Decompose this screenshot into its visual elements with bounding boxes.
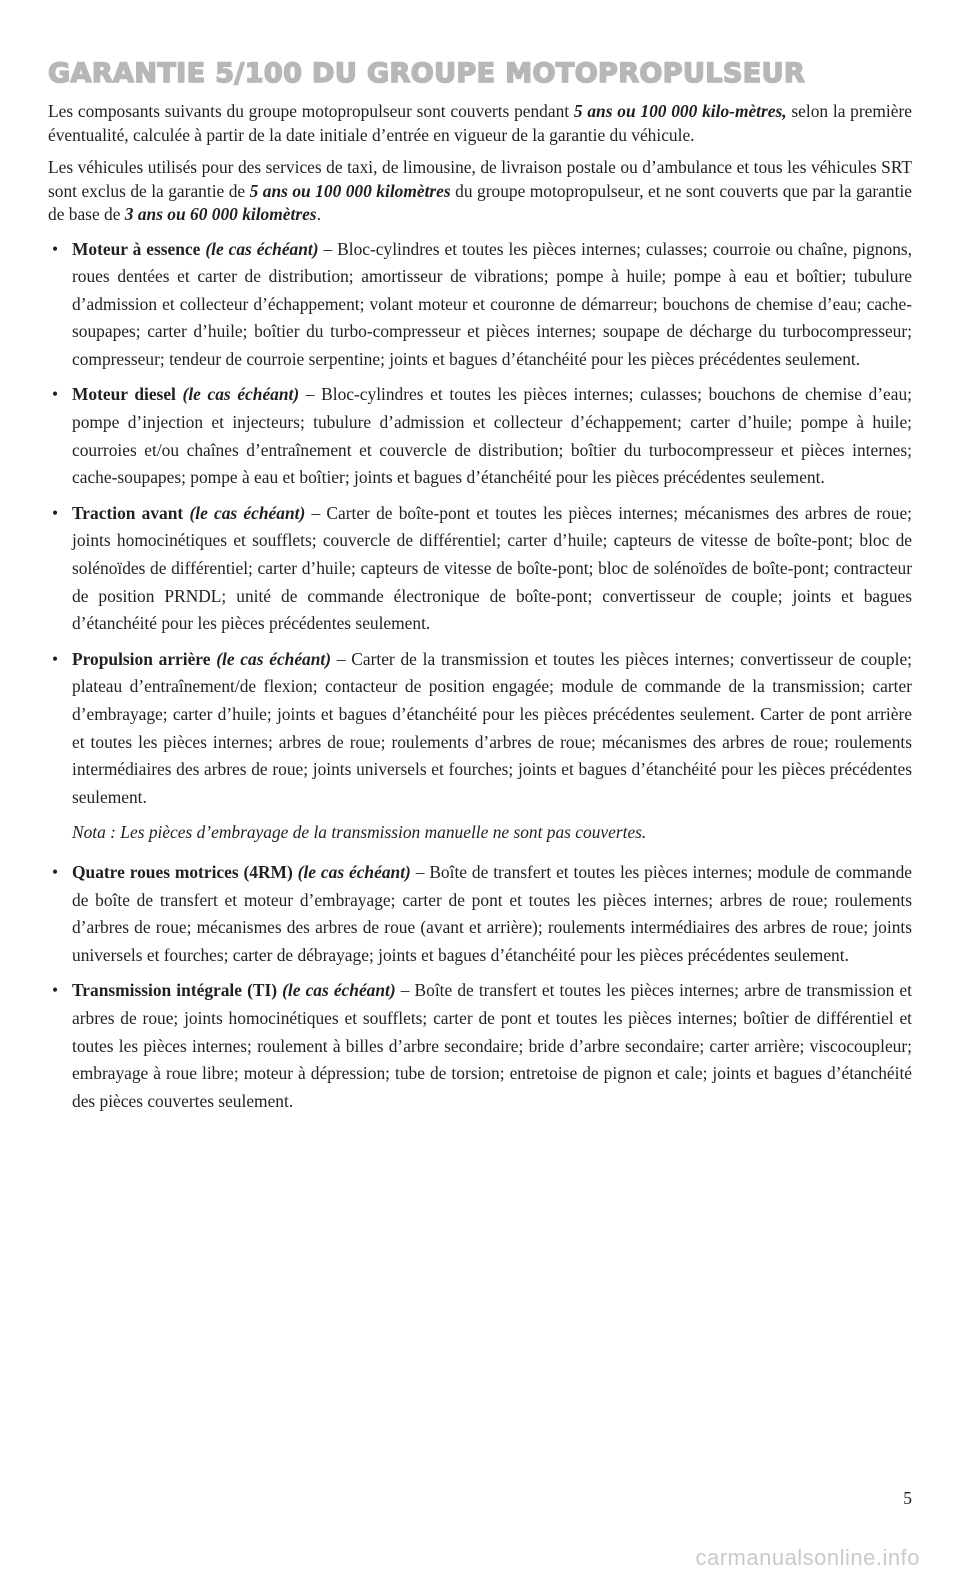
- bullet-icon: •: [52, 384, 59, 405]
- item-title: Transmission intégrale (TI): [72, 980, 278, 1001]
- intro-2-emphasis-1: 5 ans ou 100 000 kilomètres: [249, 180, 451, 201]
- item-title: Moteur à essence: [72, 238, 201, 259]
- item-text: – Bloc-cylindres et toutes les pièces internes; culasses; bouchons de chemise d’eau; pompe d’injection et injecteurs; tubulure d’admission et collecteur d’échappement; carter d’huile; pompe à huile; courroies et/ou chaînes d’entraînement et couvercle de distribution; boîtier du turbocompresseur et pièces internes; cache-soupapes; pompe à eau et boîtier; joints et bagues d’étanchéité pour les pièces précédentes seulement.: [72, 384, 913, 488]
- list-item-four-wheel-drive: [48, 859, 912, 969]
- page-title: GARANTIE 5/100 DU GROUPE MOTOPROPULSEUR: [48, 58, 806, 89]
- bullet-icon: •: [52, 861, 59, 882]
- item-qualifier: (le cas échéant): [183, 502, 306, 523]
- intro-2-text-mid: du groupe motopropulseur, et ne sont couverts que par la garantie de base de: [48, 180, 912, 224]
- clutch-note: Nota : Les pièces d’embrayage de la transmission manuelle ne sont pas couvertes.: [72, 822, 647, 843]
- item-title: Traction avant: [72, 502, 184, 523]
- item-qualifier: (le cas échéant): [277, 980, 396, 1001]
- item-text: – Carter de la transmission et toutes les pièces internes; convertisseur de couple; plateau d’entraînement/de flexion; contacteur de position engagée; module de commande de la transmission; carter d’embrayage; carter d’huile; joints et bagues d’étanchéité pour les pièces précédentes seulement. Carter de pont arrière et toutes les pièces internes; arbres de roue; roulements d’arbres de roue; mécanismes des arbres de roue; roulements intermédiaires des arbres de roue; joints universels et fourches; joints et bagues d’étanchéité pour les pièces précédentes seulement.: [72, 648, 912, 807]
- item-title: Propulsion arrière: [72, 648, 211, 669]
- list-item-diesel-engine: [48, 381, 912, 491]
- list-item-all-wheel-drive: [48, 977, 912, 1115]
- intro-2-emphasis-2: 3 ans ou 60 000 kilomètres: [124, 204, 317, 224]
- item-text: – Boîte de transfert et toutes les pièces internes; arbre de transmission et arbres de roue; joints homocinétiques et soufflets; carter de pont et toutes les pièces internes; boîtier de différentiel et toutes les pièces internes; roulement à billes d’arbre secondaire; bride d’arbre secondaire; carter arrière; viscocoupleur; embrayage à roue libre; moteur à dépression; tube de torsion; entretoise de pignon et cale; joints et bagues d’étanchéité des pièces couvertes seulement.: [72, 980, 912, 1111]
- item-text: – Boîte de transfert et toutes les pièces internes; module de commande de boîte de transfert et moteur d’embrayage; carter de pont et toutes les pièces internes; arbres de roue; roulements d’arbres de roue; mécanismes des arbres de roue (avant et arrière); roulements intermédiaires des arbres de roue; joints universels et fourches; carter de débrayage; joints et bagues d’étanchéité pour les pièces précédentes seulement.: [72, 861, 913, 965]
- item-qualifier: (le cas échéant): [210, 648, 332, 669]
- bullet-icon: •: [52, 980, 59, 1001]
- item-text: – Bloc-cylindres et toutes les pièces internes; culasses; courroie ou chaîne, pignons, roues dentées et carter de distribution; amortisseur de vibrations; pompe à huile; pompe à eau et boîtier; tubulure d’admission et collecteur d’échappement; volant moteur et couronne de démarreur; bouchons de chemise d’eau; cache-soupapes; carter d’huile; boîtier du turbo-compresseur et pièces internes; soupape de décharge du turbocompresseur; compresseur; tendeur de courroie serpentine; joints et bagues d’étanchéité pour les pièces précédentes seulement.: [72, 238, 913, 369]
- item-qualifier: (le cas échéant): [200, 238, 319, 259]
- list-item-front-wheel-drive: [48, 500, 912, 638]
- list-item-rear-wheel-drive: [48, 646, 912, 812]
- watermark: carmanualsonline.info: [695, 1545, 920, 1570]
- item-text: – Carter de boîte-pont et toutes les pièces internes; mécanismes des arbres de roue; joints homocinétiques et soufflets; couvercle de différentiel; carter d’huile; capteurs de vitesse de boîte-pont; bloc de solénoïdes de différentiel; carter d’huile; capteurs de vitesse de boîte-pont; bloc de solénoïdes de boîte-pont; contracteur de position PRNDL; unité de commande électronique de boîte-pont; convertisseur de couple; joints et bagues d’étanchéité pour les pièces précédentes seulement.: [72, 502, 913, 634]
- list-item-gas-engine: [48, 236, 912, 374]
- intro-paragraph-1: [48, 100, 912, 147]
- bullet-icon: •: [52, 502, 59, 523]
- item-qualifier: (le cas échéant): [175, 384, 300, 405]
- bullet-icon: •: [52, 238, 59, 259]
- intro-2-text-end: .: [316, 204, 321, 224]
- item-qualifier: (le cas échéant): [292, 861, 411, 882]
- page-content: [48, 58, 912, 1123]
- intro-1-text-end: selon la première éventualité, calculée à partir de la date initiale d’entrée en vigueur de la garantie du véhicule.: [48, 101, 912, 145]
- page-number: 5: [903, 1488, 912, 1508]
- item-title: Quatre roues motrices (4RM): [72, 861, 293, 882]
- intro-1-emphasis: 5 ans ou 100 000 kilo-mètres,: [573, 101, 787, 121]
- coverage-list-2: [48, 859, 912, 1115]
- bullet-icon: •: [52, 648, 59, 669]
- intro-paragraph-2: [48, 156, 912, 227]
- intro-2-text: Les véhicules utilisés pour des services de taxi, de limousine, de livraison postale ou d’ambulance et tous les véhicules SRT sont exclus de la garantie de: [48, 157, 912, 201]
- coverage-list: [48, 236, 912, 812]
- item-title: Moteur diesel: [72, 384, 176, 405]
- intro-1-text: Les composants suivants du groupe motopropulseur sont couverts pendant: [48, 101, 574, 121]
